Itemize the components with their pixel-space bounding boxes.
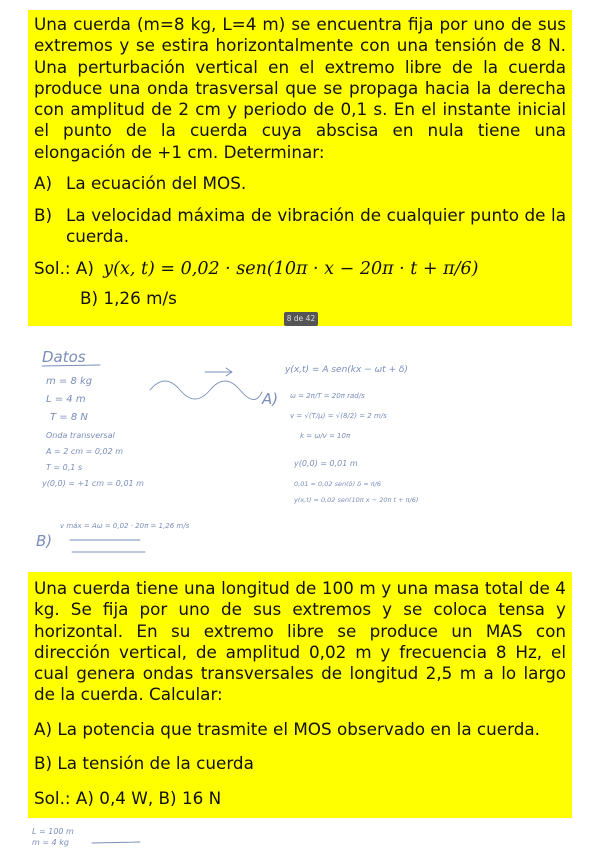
note-line: L = 4 m	[46, 394, 86, 405]
note-line: T = 8 N	[50, 412, 88, 423]
item-text: La ecuación del MOS.	[66, 173, 247, 194]
note-part-a: A)	[262, 390, 279, 408]
note-line: v máx = Aω = 0,02 · 20π = 1,26 m/s	[60, 522, 190, 530]
problem-1-solution	[34, 258, 566, 279]
note-part-b: B)	[36, 532, 53, 550]
page-indicator: 8 de 42	[284, 312, 318, 326]
problem-2-solution: Sol.: A) 0,4 W, B) 16 N	[34, 787, 222, 808]
note-line: v = √(T/μ) = √(8/2) = 2 m/s	[290, 412, 387, 420]
item-label: A)	[34, 718, 53, 739]
notes-datos-title: Datos	[42, 348, 86, 366]
note-line: ω = 2π/T = 20π rad/s	[290, 392, 365, 400]
problem-2-item-a	[34, 719, 566, 741]
note-line: y(x,t) = 0,02 sen(10π x − 20π t + π/6)	[294, 496, 419, 504]
note-equation: y(x,t) = A sen(kx − ωt + δ)	[285, 365, 408, 375]
item-text: La velocidad máxima de vibración de cualquier punto de la cuerda.	[66, 204, 566, 247]
note-line: k = ω/v = 10π	[300, 432, 351, 440]
note-line: y(0,0) = +1 cm = 0,01 m	[42, 479, 144, 488]
item-label: B)	[34, 753, 53, 774]
item-text: La tensión de la cuerda	[57, 753, 254, 774]
problem-1-answer-b: B) 1,26 m/s	[80, 287, 177, 308]
item-label: B)	[34, 204, 53, 225]
item-text: La potencia que trasmite el MOS observado en la cuerda.	[57, 718, 540, 739]
problem-2-statement: Una cuerda tiene una longitud de 100 m y una masa total de 4 kg. Se fija por uno de sus extremos y se coloca tensa y horizontal. En su extremo libre se produce un MAS con dirección vertical, de amplitud 0,02 m y frecuencia 8 Hz, el cual genera ondas transversales de longitud 2,5 m a lo largo de la cuerda. Calcular:	[34, 578, 566, 705]
item-label: A)	[34, 173, 53, 194]
note-line: y(0,0) = 0,01 m	[294, 459, 358, 468]
problem-1-item-a	[34, 173, 566, 195]
solution-equation: y(x, t) = 0,02 · sen(10π · x − 20π · t + π/6)	[103, 258, 479, 279]
note-line: L = 100 m	[32, 827, 74, 836]
wave-sketch	[150, 381, 262, 400]
note-line: m = 4 kg	[32, 838, 69, 847]
note-line: A = 2 cm = 0,02 m	[46, 447, 124, 456]
problem-1-statement: Una cuerda (m=8 kg, L=4 m) se encuentra fija por uno de sus extremos y se estira horizontalmente con una tensión de 8 N. Una perturbación vertical en el extremo libre de la cuerda produce una onda trasversal que se propaga hacia la derecha con amplitud de 2 cm y periodo de 0,1 s. En el instante inicial el punto de la cuerda cuya abscisa en nula tiene una elongación de +1 cm. Determinar:	[34, 14, 566, 162]
problem-1-box	[28, 10, 572, 326]
note-underline	[92, 842, 140, 843]
note-line: Onda transversal	[46, 431, 115, 440]
problem-2-item-b	[34, 753, 566, 775]
problem-2-box	[28, 572, 572, 818]
note-line: T = 0,1 s	[46, 463, 83, 472]
problem-1-item-b	[34, 205, 566, 248]
note-line: m = 8 kg	[46, 376, 93, 387]
note-line: 0,01 = 0,02 sen(δ) δ = π/6	[294, 480, 382, 488]
arrow-right-icon	[205, 368, 232, 376]
solution-label: Sol.: A)	[34, 257, 94, 278]
datos-underline	[42, 365, 100, 366]
note-underline	[70, 540, 145, 552]
